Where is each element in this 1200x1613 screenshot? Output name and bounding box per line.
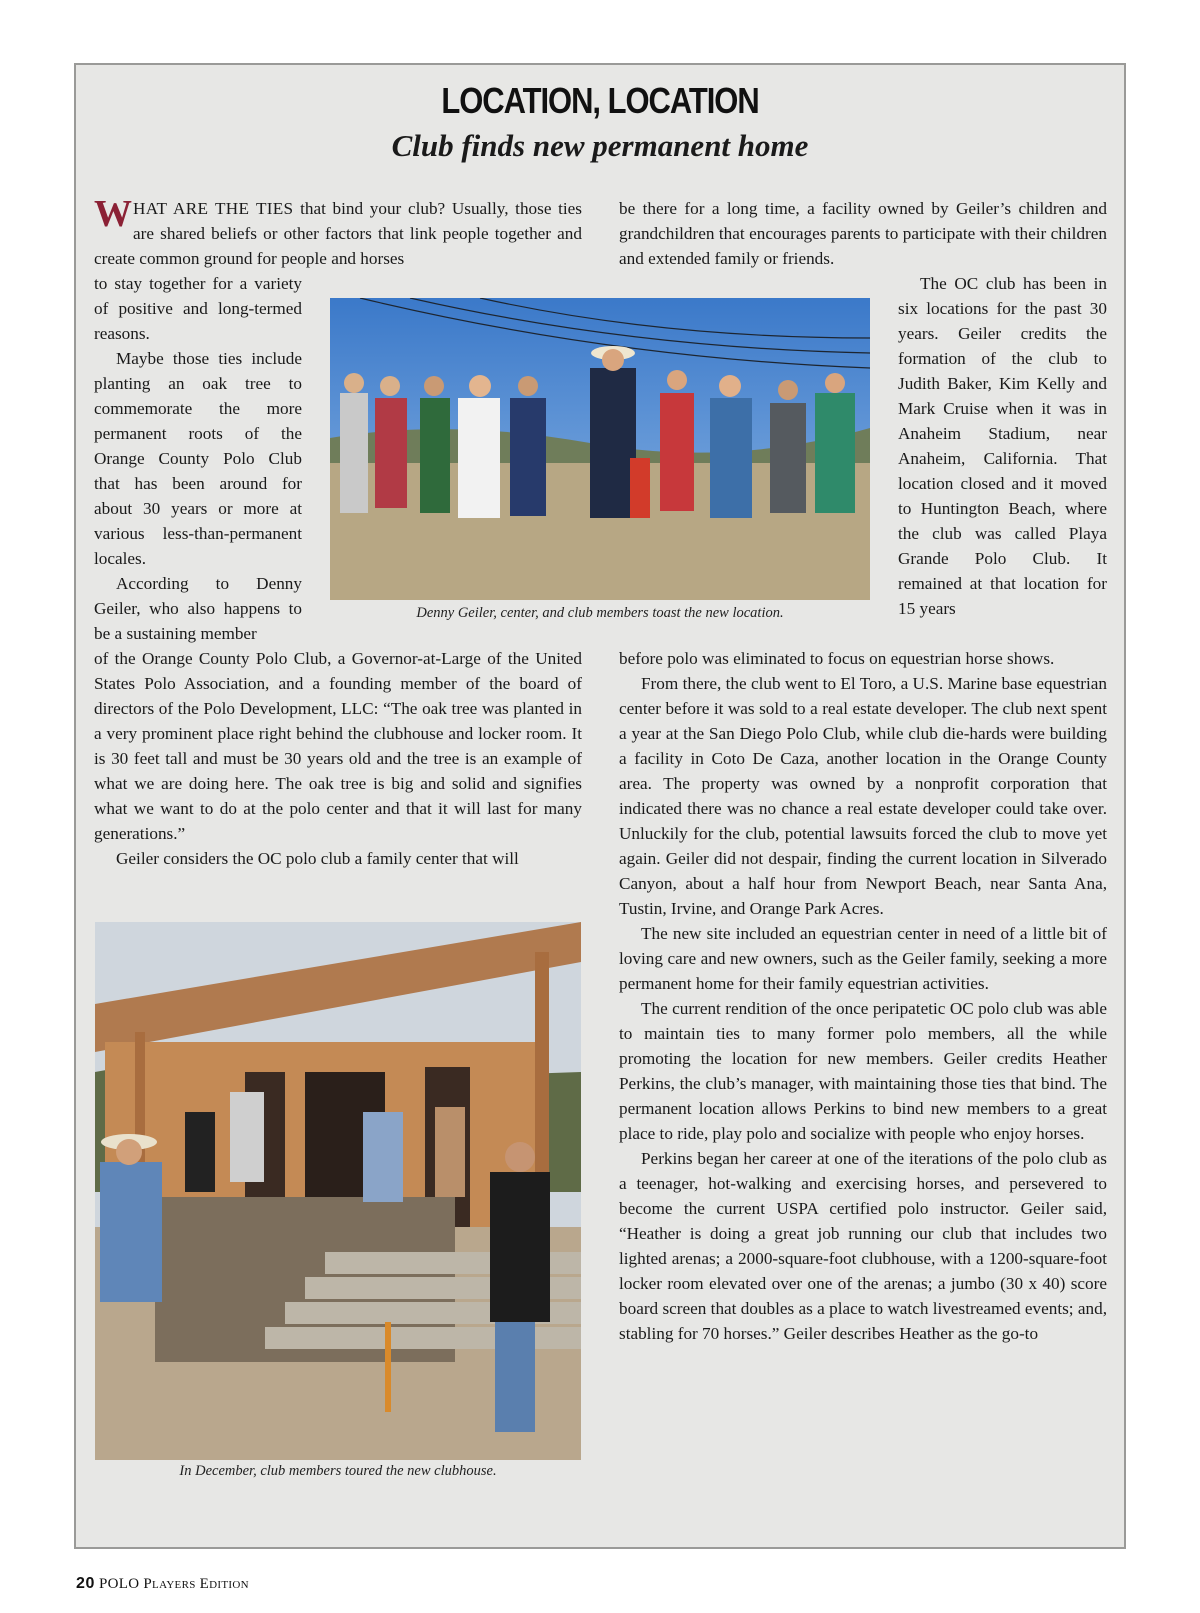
article-subheadline: Club finds new permanent home [391,128,809,163]
photo-clubhouse-caption: In December, club members toured the new clubhouse. [179,1463,497,1479]
paragraph-4b: be there for a long time, a facility owned by Geiler’s children and grandchildren that encourages parents to participate with their children and extended family or friends. [619,199,1107,268]
paragraph-9: Perkins began her career at one of the iterations of the polo club as a teenager, hot-walking and exercising horses, and persevered to become the current USPA certified polo instructor. Geiler said, “Heather is doing a great job running our club that includes two lighted arenas; a 2000-square-foot clubhouse, with a 1200-square-foot locker room elevated over one of the arenas; a jumbo (30 x 40) score board screen that doubles as a place to watch livestreamed events; and, stabling for 70 horses.” Geiler describes Heather as the go-to [619,1149,1107,1343]
paragraph-1-continued: to stay together for a variety of positive and long-termed reasons. [94,274,302,343]
photo-toast [330,298,870,600]
left-column-top [94,193,582,271]
drop-cap: W [94,193,132,235]
right-column-lower [619,646,1107,1346]
publication-name: POLO Players Edition [99,1576,249,1592]
paragraph-8: The current rendition of the once peripatetic OC polo club was able to maintain ties to many former polo members, all the while promoting the location for new members. Geiler credits Heather Perkins, the club’s manager, with maintaining those ties that bind. The permanent location allows Perkins to bind new members to a great place to ride, play polo and socialize with people who enjoy horses. [619,999,1107,1143]
photo-toast-image [330,298,870,600]
paragraph-4a: Geiler considers the OC polo club a family center that will [116,849,519,868]
lead-in: HAT ARE THE TIES [133,199,294,218]
left-column-narrow [94,271,302,646]
page-number: 20 [76,1575,95,1592]
paragraph-7: The new site included an equestrian center in need of a little bit of loving care and new owners, such as the Geiler family, seeking a more permanent home for their family equestrian activities. [619,924,1107,993]
article-headline: LOCATION, LOCATION [441,80,759,121]
paragraph-6: From there, the club went to El Toro, a U.S. Marine base equestrian center before it was sold to a real estate developer. The club next spent a year at the San Diego Polo Club, while club die-hards were building a facility in Coto De Caza, another location in the Orange County area. The property was owned by a nonprofit corporation that indicated there was no chance a real estate developer could take over. Unluckily for the club, potential lawsuits forced the club to move yet again. Geiler did not despair, finding the current location in Silverado Canyon, about a half hour from Newport Beach, near Santa Ana, Tustin, Irvine, and Orange Park Acres. [619,674,1107,918]
paragraph-5b: before polo was eliminated to focus on equestrian horse shows. [619,649,1055,668]
paragraph-3b: of the Orange County Polo Club, a Governor-at-Large of the United States Polo Association, and a founding member of the board of directors of the Polo Development, LLC: “The oak tree was planted in a very prominent place right behind the clubhouse and locker room. It is 30 feet tall and must be 30 years old and the tree is an example of what we are doing here. The oak tree is big and solid and signifies what we want to do at the polo center and that it will last for many generations.” [94,649,582,843]
paragraph-3a: According to Denny Geiler, who also happens to be a sustaining member [94,574,302,643]
photo-clubhouse [95,922,581,1460]
paragraph-2: Maybe those ties include planting an oak tree to commemorate the more permanent roots of the Orange County Polo Club that has been around for about 30 years or more at various less-than-permanent locales. [94,349,302,568]
photo-toast-caption: Denny Geiler, center, and club members toast the new location. [416,605,784,621]
left-column-lower [94,646,582,871]
paragraph-5a: The OC club has been in six locations for the past 30 years. Geiler credits the formation of the club to Judith Baker, Kim Kelly and Mark Cruise when it was in Anaheim Stadium, near Anaheim, California. That location closed and it moved to Huntington Beach, where the club was called Playa Grande Polo Club. It remained at that location for 15 years [898,274,1107,618]
photo-clubhouse-image [95,922,581,1460]
page-footer [76,1575,249,1593]
right-column-narrow [898,271,1107,621]
right-column-top [619,196,1107,271]
paragraph-1: WHAT ARE THE TIES that bind your club? Usually, those ties are shared beliefs or other factors that link people together and create common ground for people and horses [94,193,582,268]
